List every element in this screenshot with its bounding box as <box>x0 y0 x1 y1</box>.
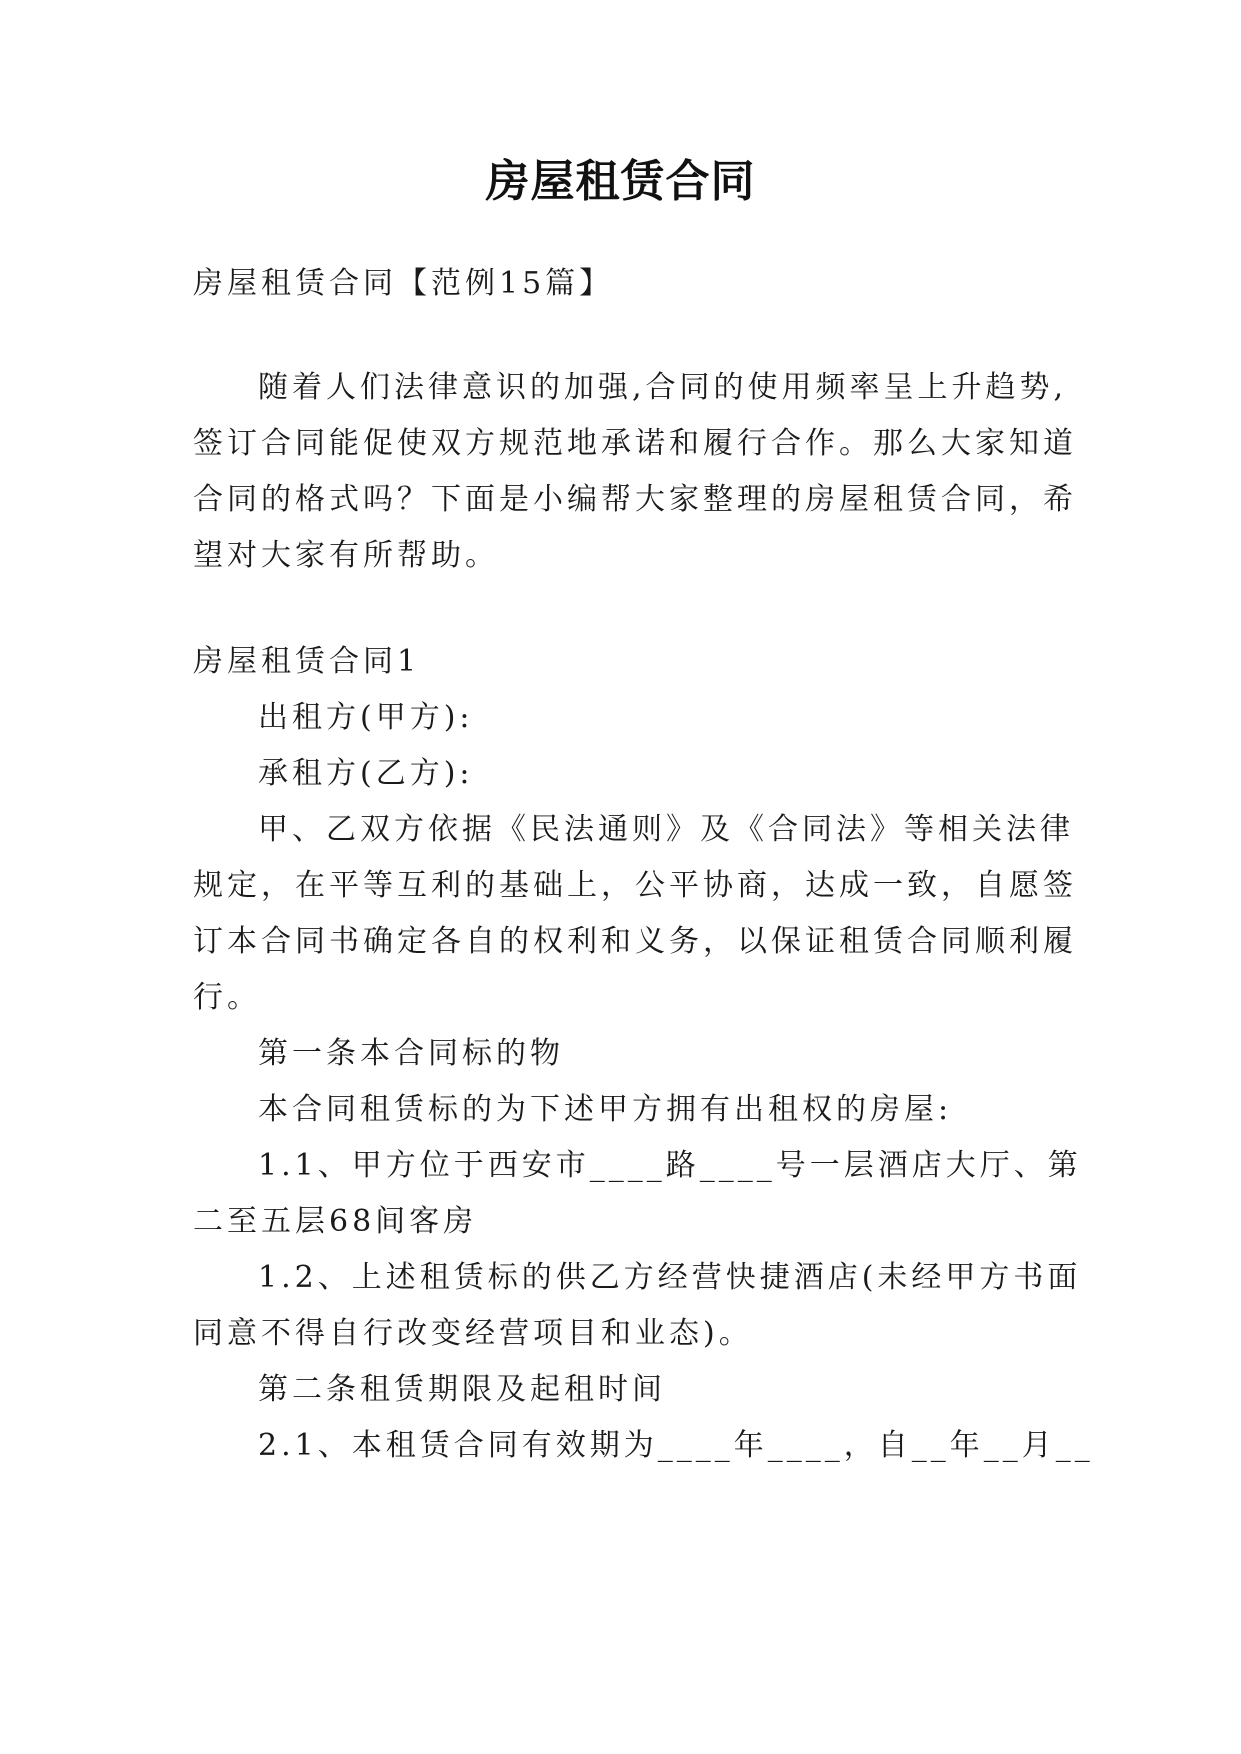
intro-line-4: 望对大家有所帮助。 <box>193 538 499 573</box>
clause-2-1: 2.1、本租赁合同有效期为____年____，自__年__月__ <box>258 1428 1094 1463</box>
lessee-label: 承租方(乙方): <box>258 756 474 791</box>
article1-text: 本合同租赁标的为下述甲方拥有出租权的房屋: <box>258 1092 953 1127</box>
intro-line-1: 随着人们法律意识的加强,合同的使用频率呈上升趋势, <box>258 370 1068 405</box>
basis-line-3: 订本合同书确定各自的权利和义务，以保证租赁合同顺利履 <box>193 924 1077 959</box>
basis-line-1: 甲、乙双方依据《民法通则》及《合同法》等相关法律 <box>258 812 1074 847</box>
section-heading: 房屋租赁合同1 <box>193 644 421 679</box>
lessor-label: 出租方(甲方): <box>258 700 474 735</box>
basis-line-4: 行。 <box>193 980 261 1015</box>
document-subtitle: 房屋租赁合同【范例15篇】 <box>193 266 614 301</box>
clause-1-1-line-1: 1.1、甲方位于西安市____路____号一层酒店大厅、第 <box>258 1148 1082 1183</box>
intro-line-3: 合同的格式吗？下面是小编帮大家整理的房屋租赁合同，希 <box>193 482 1077 517</box>
clause-1-2-line-2: 同意不得自行改变经营项目和业态)。 <box>193 1316 753 1351</box>
clause-1-1-line-2: 二至五层68间客房 <box>193 1204 478 1239</box>
article2-title: 第二条租赁期限及起租时间 <box>258 1372 666 1407</box>
clause-1-2-line-1: 1.2、上述租赁标的供乙方经营快捷酒店(未经甲方书面 <box>258 1260 1082 1295</box>
basis-line-2: 规定，在平等互利的基础上，公平协商，达成一致，自愿签 <box>193 868 1077 903</box>
intro-line-2: 签订合同能促使双方规范地承诺和履行合作。那么大家知道 <box>193 426 1077 461</box>
document-title: 房屋租赁合同 <box>485 156 756 207</box>
article1-title: 第一条本合同标的物 <box>258 1036 564 1071</box>
